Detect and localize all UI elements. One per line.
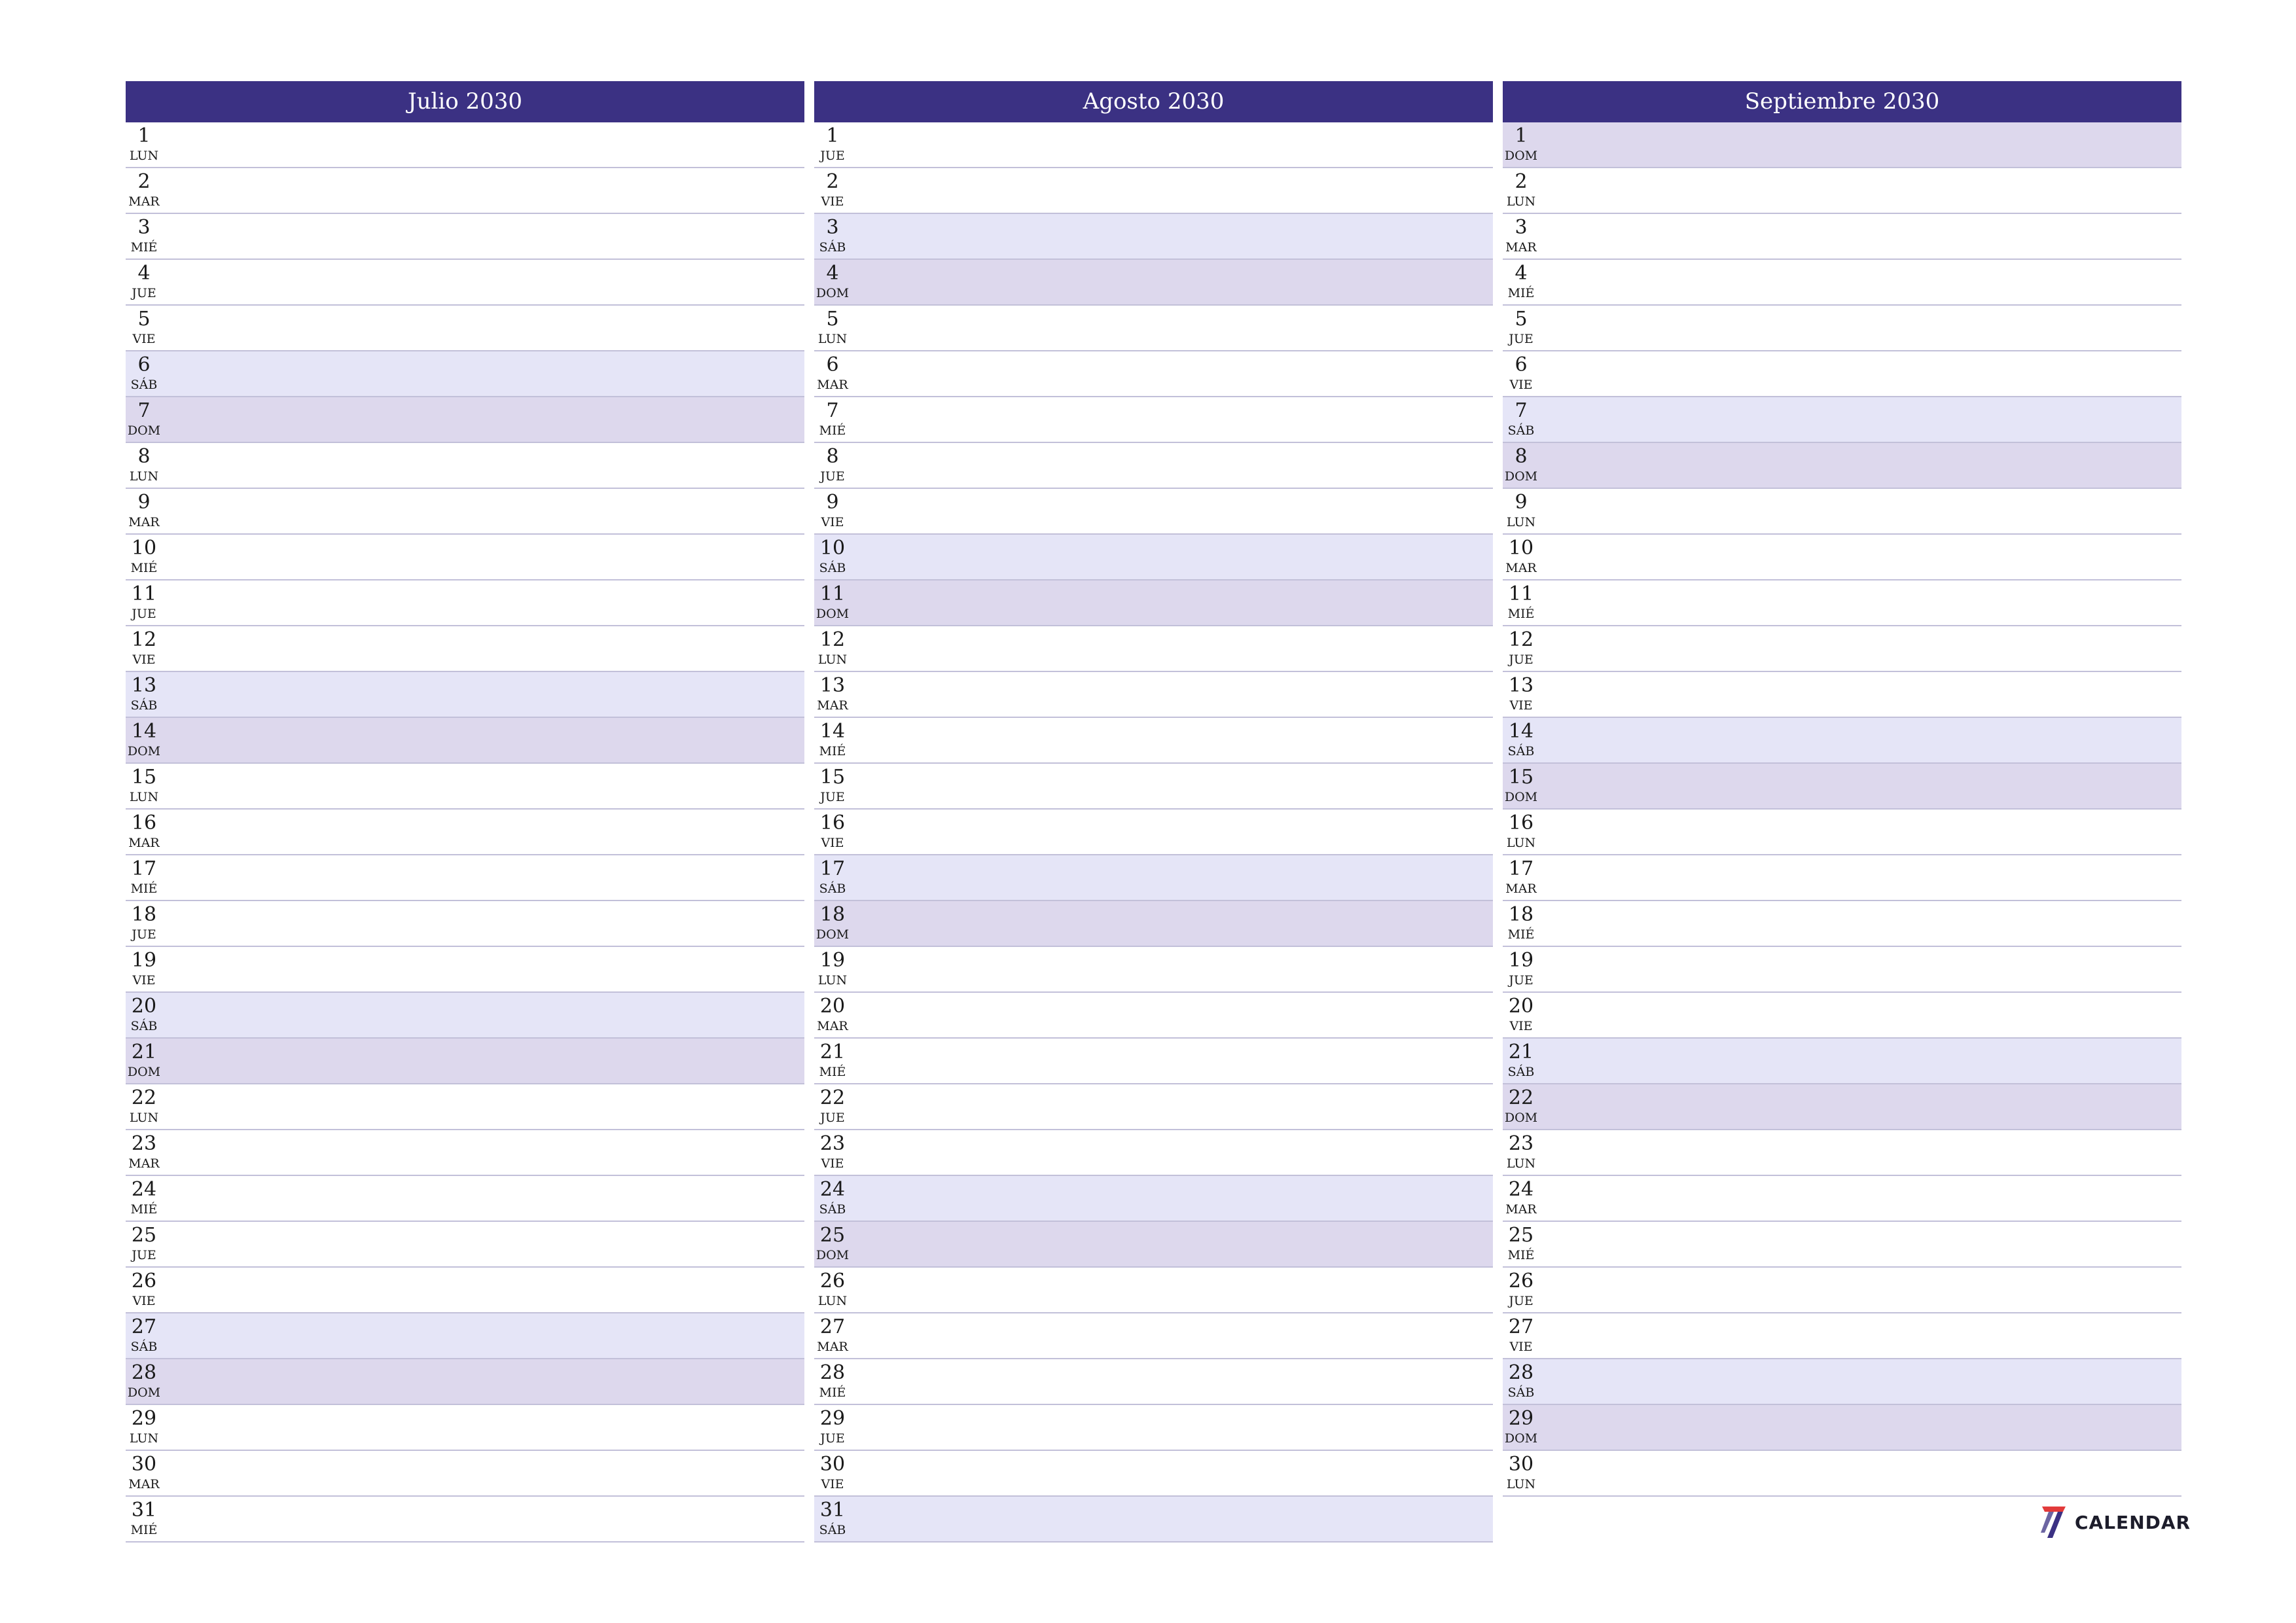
day-row: [126, 947, 804, 993]
day-number: 26: [1508, 1270, 1534, 1293]
weekday-label: DOM: [127, 423, 161, 438]
day-number: 24: [1508, 1178, 1534, 1201]
day-number: 19: [1508, 949, 1534, 972]
day-row: [126, 764, 804, 810]
day-row: [126, 168, 804, 214]
day-number: 11: [1508, 582, 1534, 605]
day-number: 21: [1508, 1041, 1534, 1063]
weekday-label: JUE: [820, 469, 845, 484]
day-row: [1503, 672, 2181, 718]
weekday-label: JUE: [820, 1111, 845, 1125]
day-number: 17: [1508, 857, 1534, 880]
day-number: 12: [819, 628, 846, 651]
weekday-label: DOM: [1504, 149, 1538, 163]
day-number: 30: [131, 1453, 157, 1476]
day-number: 22: [131, 1086, 157, 1109]
weekday-label: DOM: [816, 286, 850, 300]
weekday-label: LUN: [129, 469, 159, 484]
weekday-label: DOM: [127, 1385, 161, 1400]
day-number: 14: [819, 720, 846, 743]
day-row: [1503, 1222, 2181, 1268]
day-number: 27: [819, 1315, 846, 1338]
day-number: 7: [1515, 399, 1528, 422]
day-row: [126, 901, 804, 947]
day-number: 16: [131, 812, 157, 834]
day-number: 24: [131, 1178, 157, 1201]
day-number: 1: [826, 124, 839, 147]
day-number: 22: [1508, 1086, 1534, 1109]
day-row: [1503, 214, 2181, 260]
day-number: 26: [131, 1270, 157, 1293]
day-number: 18: [819, 903, 846, 926]
day-row: [1503, 718, 2181, 764]
weekday-label: VIE: [132, 332, 156, 346]
day-row: [814, 489, 1493, 535]
day-number: 18: [1508, 903, 1534, 926]
day-row: [814, 1268, 1493, 1313]
day-number: 23: [131, 1132, 157, 1155]
weekday-label: SÁB: [819, 561, 846, 575]
weekday-label: SÁB: [130, 1340, 158, 1354]
weekday-label: DOM: [1504, 1111, 1538, 1125]
day-number: 5: [1515, 308, 1528, 330]
weekday-label: MAR: [128, 836, 160, 850]
day-row: [1503, 1084, 2181, 1130]
weekday-label: MIÉ: [1507, 286, 1535, 300]
day-list: [126, 122, 804, 1543]
day-number: 19: [131, 949, 157, 972]
day-number: 20: [131, 995, 157, 1018]
day-row: [126, 489, 804, 535]
weekday-label: LUN: [129, 1111, 159, 1125]
day-row: [1503, 260, 2181, 306]
weekday-label: MAR: [1505, 882, 1537, 896]
day-row: [126, 1497, 804, 1543]
day-row: [126, 1268, 804, 1313]
weekday-label: VIE: [1509, 1340, 1533, 1354]
month-column-july: [126, 81, 804, 1543]
weekday-label: LUN: [1506, 1156, 1536, 1171]
weekday-label: JUE: [132, 286, 156, 300]
day-row: [126, 214, 804, 260]
day-row: [814, 351, 1493, 397]
day-number: 14: [1508, 720, 1534, 743]
day-number: 10: [819, 537, 846, 560]
day-list: [814, 122, 1493, 1543]
day-row: [126, 855, 804, 901]
day-number: 12: [131, 628, 157, 651]
day-number: 12: [1508, 628, 1534, 651]
day-number: 8: [137, 445, 151, 468]
day-row: [126, 580, 804, 626]
day-number: 13: [819, 674, 846, 697]
weekday-label: MAR: [1505, 1202, 1537, 1217]
weekday-label: DOM: [816, 927, 850, 942]
weekday-label: SÁB: [1507, 1065, 1535, 1079]
day-row: [814, 1176, 1493, 1222]
weekday-label: MIÉ: [130, 1202, 158, 1217]
weekday-label: SÁB: [1507, 1385, 1535, 1400]
weekday-label: LUN: [817, 973, 848, 988]
day-number: 28: [819, 1361, 846, 1384]
day-row: [1503, 535, 2181, 580]
weekday-label: DOM: [127, 744, 161, 758]
weekday-label: VIE: [821, 515, 844, 529]
weekday-label: MIÉ: [819, 744, 846, 758]
day-row: [814, 214, 1493, 260]
weekday-label: LUN: [129, 1431, 159, 1446]
day-row: [814, 672, 1493, 718]
day-row: [1503, 901, 2181, 947]
weekday-label: SÁB: [819, 240, 846, 255]
day-row: [126, 1084, 804, 1130]
weekday-label: MIÉ: [130, 1523, 158, 1537]
weekday-label: VIE: [1509, 698, 1533, 713]
weekday-label: MIÉ: [130, 240, 158, 255]
day-row: [126, 1405, 804, 1451]
day-row: [1503, 855, 2181, 901]
weekday-label: LUN: [1506, 194, 1536, 209]
day-row: [814, 1130, 1493, 1176]
day-number: 25: [819, 1224, 846, 1247]
day-row: [126, 1130, 804, 1176]
weekday-label: MIÉ: [130, 561, 158, 575]
day-row: [1503, 1313, 2181, 1359]
day-row: [814, 1084, 1493, 1130]
seven-logo-icon: [2039, 1504, 2068, 1541]
weekday-label: DOM: [1504, 790, 1538, 804]
weekday-label: LUN: [129, 790, 159, 804]
weekday-label: MAR: [817, 378, 848, 392]
day-row: [1503, 1268, 2181, 1313]
weekday-label: LUN: [817, 652, 848, 667]
day-row: [126, 260, 804, 306]
weekday-label: JUE: [1509, 973, 1534, 988]
day-number: 31: [819, 1499, 846, 1522]
day-row: [814, 855, 1493, 901]
month-column-september: [1503, 81, 2181, 1497]
day-row: [814, 901, 1493, 947]
weekday-label: VIE: [821, 1477, 844, 1491]
day-row: [814, 1313, 1493, 1359]
day-number: 3: [137, 216, 151, 239]
day-number: 22: [819, 1086, 846, 1109]
weekday-label: JUE: [820, 790, 845, 804]
weekday-label: MIÉ: [819, 423, 846, 438]
day-number: 27: [1508, 1315, 1534, 1338]
day-row: [126, 1359, 804, 1405]
weekday-label: DOM: [127, 1065, 161, 1079]
weekday-label: LUN: [1506, 1477, 1536, 1491]
day-row: [1503, 1405, 2181, 1451]
weekday-label: LUN: [817, 1294, 848, 1308]
day-number: 4: [137, 262, 151, 285]
weekday-label: SÁB: [1507, 744, 1535, 758]
weekday-label: VIE: [1509, 1019, 1533, 1033]
day-row: [1503, 489, 2181, 535]
day-number: 15: [819, 766, 846, 789]
day-row: [1503, 1176, 2181, 1222]
weekday-label: VIE: [821, 836, 844, 850]
day-number: 2: [826, 170, 839, 193]
day-row: [1503, 168, 2181, 214]
day-row: [814, 397, 1493, 443]
day-number: 14: [131, 720, 157, 743]
day-number: 7: [826, 399, 839, 422]
weekday-label: LUN: [817, 332, 848, 346]
day-number: 11: [131, 582, 157, 605]
day-row: [814, 260, 1493, 306]
month-header: Agosto 2030: [814, 81, 1493, 122]
month-header: Julio 2030: [126, 81, 804, 122]
day-row: [1503, 397, 2181, 443]
day-number: 29: [131, 1407, 157, 1430]
weekday-label: MIÉ: [130, 882, 158, 896]
day-number: 29: [1508, 1407, 1534, 1430]
month-header: Septiembre 2030: [1503, 81, 2181, 122]
day-row: [126, 351, 804, 397]
day-row: [1503, 947, 2181, 993]
day-number: 19: [819, 949, 846, 972]
weekday-label: MAR: [817, 1019, 848, 1033]
day-row: [126, 1176, 804, 1222]
day-row: [1503, 351, 2181, 397]
day-row: [814, 626, 1493, 672]
weekday-label: SÁB: [819, 882, 846, 896]
weekday-label: LUN: [1506, 515, 1536, 529]
day-number: 17: [819, 857, 846, 880]
weekday-label: MIÉ: [1507, 1248, 1535, 1262]
weekday-label: SÁB: [819, 1202, 846, 1217]
weekday-label: MAR: [128, 515, 160, 529]
day-number: 28: [1508, 1361, 1534, 1384]
weekday-label: MAR: [817, 1340, 848, 1354]
weekday-label: JUE: [1509, 652, 1534, 667]
day-row: [126, 122, 804, 168]
weekday-label: DOM: [1504, 1431, 1538, 1446]
day-row: [126, 1039, 804, 1084]
day-number: 5: [826, 308, 839, 330]
day-row: [126, 1451, 804, 1497]
day-row: [1503, 810, 2181, 855]
weekday-label: VIE: [132, 1294, 156, 1308]
day-row: [814, 1497, 1493, 1543]
day-number: 10: [1508, 537, 1534, 560]
day-number: 1: [137, 124, 151, 147]
day-row: [126, 718, 804, 764]
day-number: 23: [1508, 1132, 1534, 1155]
day-row: [126, 1222, 804, 1268]
day-number: 3: [1515, 216, 1528, 239]
day-number: 11: [819, 582, 846, 605]
day-row: [814, 810, 1493, 855]
day-number: 5: [137, 308, 151, 330]
day-number: 6: [137, 353, 151, 376]
weekday-label: MAR: [128, 1477, 160, 1491]
weekday-label: MIÉ: [819, 1065, 846, 1079]
day-number: 31: [131, 1499, 157, 1522]
day-row: [1503, 122, 2181, 168]
day-number: 27: [131, 1315, 157, 1338]
day-row: [126, 397, 804, 443]
day-row: [1503, 764, 2181, 810]
day-row: [1503, 626, 2181, 672]
day-number: 15: [1508, 766, 1534, 789]
day-number: 3: [826, 216, 839, 239]
day-row: [1503, 1451, 2181, 1497]
weekday-label: MAR: [817, 698, 848, 713]
day-row: [814, 1451, 1493, 1497]
day-row: [1503, 1359, 2181, 1405]
weekday-label: MAR: [128, 1156, 160, 1171]
day-row: [1503, 1039, 2181, 1084]
day-row: [126, 810, 804, 855]
day-row: [1503, 443, 2181, 489]
day-row: [814, 1405, 1493, 1451]
day-row: [814, 168, 1493, 214]
day-number: 23: [819, 1132, 846, 1155]
day-number: 9: [826, 491, 839, 514]
day-number: 20: [1508, 995, 1534, 1018]
day-number: 1: [1515, 124, 1528, 147]
weekday-label: SÁB: [819, 1523, 846, 1537]
day-number: 24: [819, 1178, 846, 1201]
day-number: 26: [819, 1270, 846, 1293]
day-number: 29: [819, 1407, 846, 1430]
weekday-label: VIE: [1509, 378, 1533, 392]
weekday-label: DOM: [816, 607, 850, 621]
day-number: 13: [131, 674, 157, 697]
brand-logo: [2039, 1504, 2191, 1541]
day-number: 2: [137, 170, 151, 193]
day-number: 6: [1515, 353, 1528, 376]
weekday-label: MAR: [1505, 240, 1537, 255]
weekday-label: MIÉ: [1507, 607, 1535, 621]
weekday-label: SÁB: [1507, 423, 1535, 438]
weekday-label: JUE: [820, 149, 845, 163]
day-row: [814, 535, 1493, 580]
day-row: [814, 718, 1493, 764]
day-number: 17: [131, 857, 157, 880]
day-row: [814, 443, 1493, 489]
weekday-label: JUE: [132, 1248, 156, 1262]
weekday-label: MIÉ: [1507, 927, 1535, 942]
weekday-label: JUE: [132, 607, 156, 621]
day-row: [1503, 993, 2181, 1039]
weekday-label: JUE: [820, 1431, 845, 1446]
day-row: [1503, 580, 2181, 626]
day-row: [814, 1222, 1493, 1268]
day-number: 10: [131, 537, 157, 560]
day-row: [126, 1313, 804, 1359]
weekday-label: JUE: [1509, 332, 1534, 346]
day-number: 28: [131, 1361, 157, 1384]
weekday-label: MAR: [128, 194, 160, 209]
day-number: 6: [826, 353, 839, 376]
day-number: 25: [131, 1224, 157, 1247]
weekday-label: VIE: [821, 194, 844, 209]
day-number: 8: [826, 445, 839, 468]
day-row: [126, 535, 804, 580]
day-number: 4: [1515, 262, 1528, 285]
weekday-label: DOM: [1504, 469, 1538, 484]
day-number: 13: [1508, 674, 1534, 697]
logo-text: CALENDAR: [2075, 1511, 2191, 1533]
weekday-label: VIE: [821, 1156, 844, 1171]
day-row: [126, 672, 804, 718]
day-number: 25: [1508, 1224, 1534, 1247]
day-row: [126, 993, 804, 1039]
day-row: [814, 947, 1493, 993]
day-number: 9: [1515, 491, 1528, 514]
weekday-label: SÁB: [130, 1019, 158, 1033]
day-row: [1503, 1130, 2181, 1176]
weekday-label: JUE: [1509, 1294, 1534, 1308]
day-row: [814, 306, 1493, 351]
day-number: 30: [1508, 1453, 1534, 1476]
weekday-label: VIE: [132, 973, 156, 988]
day-number: 21: [819, 1041, 846, 1063]
weekday-label: MAR: [1505, 561, 1537, 575]
day-number: 8: [1515, 445, 1528, 468]
weekday-label: JUE: [132, 927, 156, 942]
day-number: 15: [131, 766, 157, 789]
month-column-august: [814, 81, 1493, 1543]
day-row: [126, 626, 804, 672]
day-number: 16: [1508, 812, 1534, 834]
day-number: 9: [137, 491, 151, 514]
day-list: [1503, 122, 2181, 1497]
day-number: 18: [131, 903, 157, 926]
day-row: [814, 993, 1493, 1039]
day-row: [814, 1039, 1493, 1084]
day-row: [1503, 306, 2181, 351]
day-number: 7: [137, 399, 151, 422]
day-row: [814, 122, 1493, 168]
weekday-label: SÁB: [130, 378, 158, 392]
day-row: [814, 1359, 1493, 1405]
weekday-label: VIE: [132, 652, 156, 667]
weekday-label: LUN: [1506, 836, 1536, 850]
day-number: 2: [1515, 170, 1528, 193]
day-number: 30: [819, 1453, 846, 1476]
weekday-label: SÁB: [130, 698, 158, 713]
weekday-label: MIÉ: [819, 1385, 846, 1400]
day-row: [814, 580, 1493, 626]
day-row: [126, 306, 804, 351]
day-number: 20: [819, 995, 846, 1018]
day-row: [814, 764, 1493, 810]
weekday-label: LUN: [129, 149, 159, 163]
day-number: 4: [826, 262, 839, 285]
day-number: 16: [819, 812, 846, 834]
day-row: [126, 443, 804, 489]
weekday-label: DOM: [816, 1248, 850, 1262]
day-number: 21: [131, 1041, 157, 1063]
